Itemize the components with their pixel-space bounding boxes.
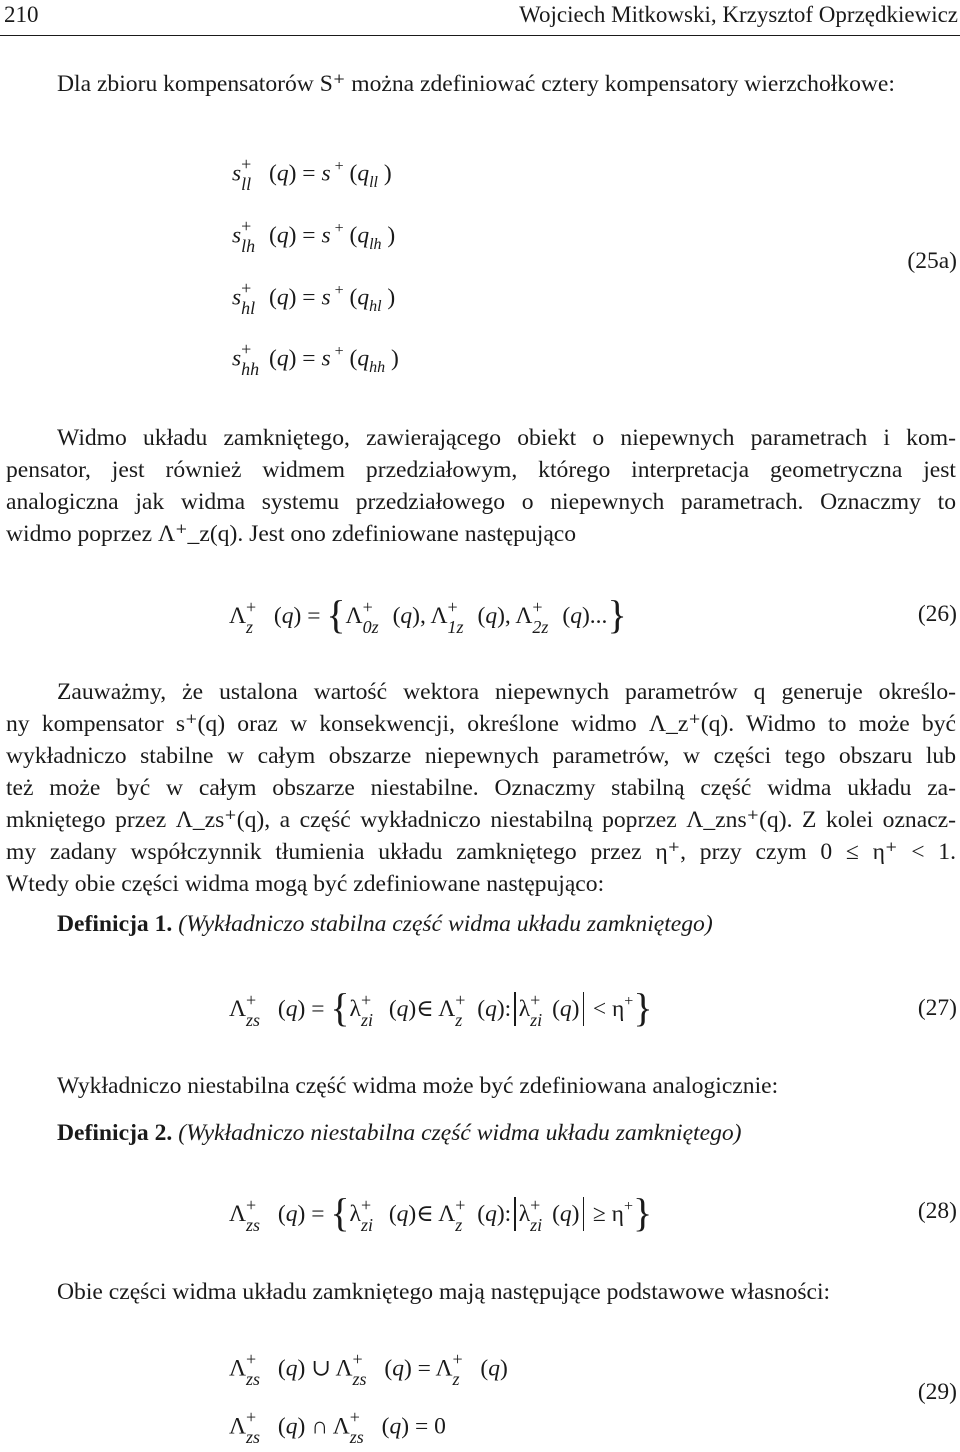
eq28-number: (28) [917, 1198, 957, 1224]
eq27-number: (27) [917, 995, 957, 1021]
p1-line-2: pensator, jest również widmem przedziałowym, którego interpretacja geometryczna jest [6, 457, 956, 483]
def2-title: (Wykładniczo niestabilna część widma układu zamkniętego) [178, 1120, 742, 1146]
eq26-expression: Λ + z (q) = {Λ + 0z (q), Λ + 1z (q), Λ + 2z (q)...} [229, 592, 627, 637]
intro-paragraph [57, 68, 957, 100]
intro-text: Dla zbioru kompensatorów S⁺ można zdefiniować cztery kompensatory wierzchołkowe: [57, 71, 895, 97]
eq27-expression: Λ + zs (q) = {λ + zi (q)∈ Λ + z (q): λ + zi (q) < η+} [229, 985, 653, 1030]
p1-line-1: Widmo układu zamkniętego, zawierającego obiekt o niepewnych parametrach i kom- [57, 425, 956, 451]
eq29-line-1: Λ + zs (q) ∪ Λ + zs (q) = Λ + z (q) [229, 1349, 508, 1389]
p2-line-5: mkniętego przez Λ_zs⁺(q), a część wykładniczo niestabilną poprzez Λ_zns⁺(q). Z kolei oznacz- [6, 807, 956, 833]
definition-1 [57, 908, 957, 940]
running-header-authors: Wojciech Mitkowski, Krzysztof Oprzędkiewicz [519, 2, 958, 27]
paragraph-1 [6, 422, 956, 550]
page-number: 210 [4, 2, 39, 27]
p2-line-4: też może być w całym obszarze niestabilne. Oznaczmy stabilną część widma układu za- [6, 775, 956, 801]
eq25a-line-2: s + lh (q) = s + ($q_{lh}$ ) [232, 216, 396, 256]
p2-line-6: my zadany współczynnik tłumienia układu zamkniętego przez η⁺, przy czym 0 ≤ η⁺ < 1. [6, 839, 956, 865]
p2-line-1: Zauważmy, że ustalona wartość wektora niepewnych parametrów q generuje określo- [57, 679, 956, 705]
p3-text: Wykładniczo niestabilna część widma może być zdefiniowana analogicznie: [57, 1073, 779, 1099]
paragraph-3 [57, 1070, 957, 1102]
eq25a-number: (25a) [907, 248, 957, 274]
header-rule [0, 35, 960, 36]
eq28-expression: Λ + zs (q) = {λ + zi (q)∈ Λ + z (q): λ + zi (q) ≥ η+} [229, 1190, 653, 1235]
eq29-line-2: Λ + zs (q) ∩ Λ + zs (q) = 0 [229, 1407, 446, 1447]
eq29-number: (29) [917, 1379, 957, 1405]
eq25a-line-3: s + hl (q) = s + ($q_{hl}$ ) [232, 278, 396, 318]
def2-label: Definicja 2. [57, 1120, 173, 1146]
eq25a-line-4: s + hh (q) = s + ($q_{hh}$ ) [232, 339, 399, 379]
def1-title: (Wykładniczo stabilna część widma układu zamkniętego) [178, 911, 713, 937]
def1-label: Definicja 1. [57, 911, 173, 937]
running-header [0, 2, 960, 34]
eq26-number: (26) [917, 601, 957, 627]
definition-2 [57, 1117, 957, 1149]
p1-line-3: analogiczna jak widma systemu przedziałowego o niepewnych parametrach. Oznaczmy to [6, 489, 956, 515]
p2-line-2: ny kompensator s⁺(q) oraz w konsekwencji, określone widmo Λ_z⁺(q). Widmo to może być [6, 711, 956, 737]
paragraph-2 [6, 676, 956, 900]
eq25a-line-1: s + ll (q) = s + ($q_{ll}$ ) [232, 154, 392, 194]
p1-line-4: widmo poprzez Λ⁺_z(q). Jest ono zdefiniowane następująco [6, 521, 577, 547]
p2-line-3: wykładniczo stabilne w całym obszarze niepewnych parametrów, w części tego obszaru lub [6, 743, 956, 769]
p4-text: Obie części widma układu zamkniętego mają następujące podstawowe własności: [57, 1279, 831, 1305]
paragraph-4 [57, 1276, 957, 1308]
p2-line-7: Wtedy obie części widma mogą być zdefiniowane następująco: [6, 871, 605, 897]
